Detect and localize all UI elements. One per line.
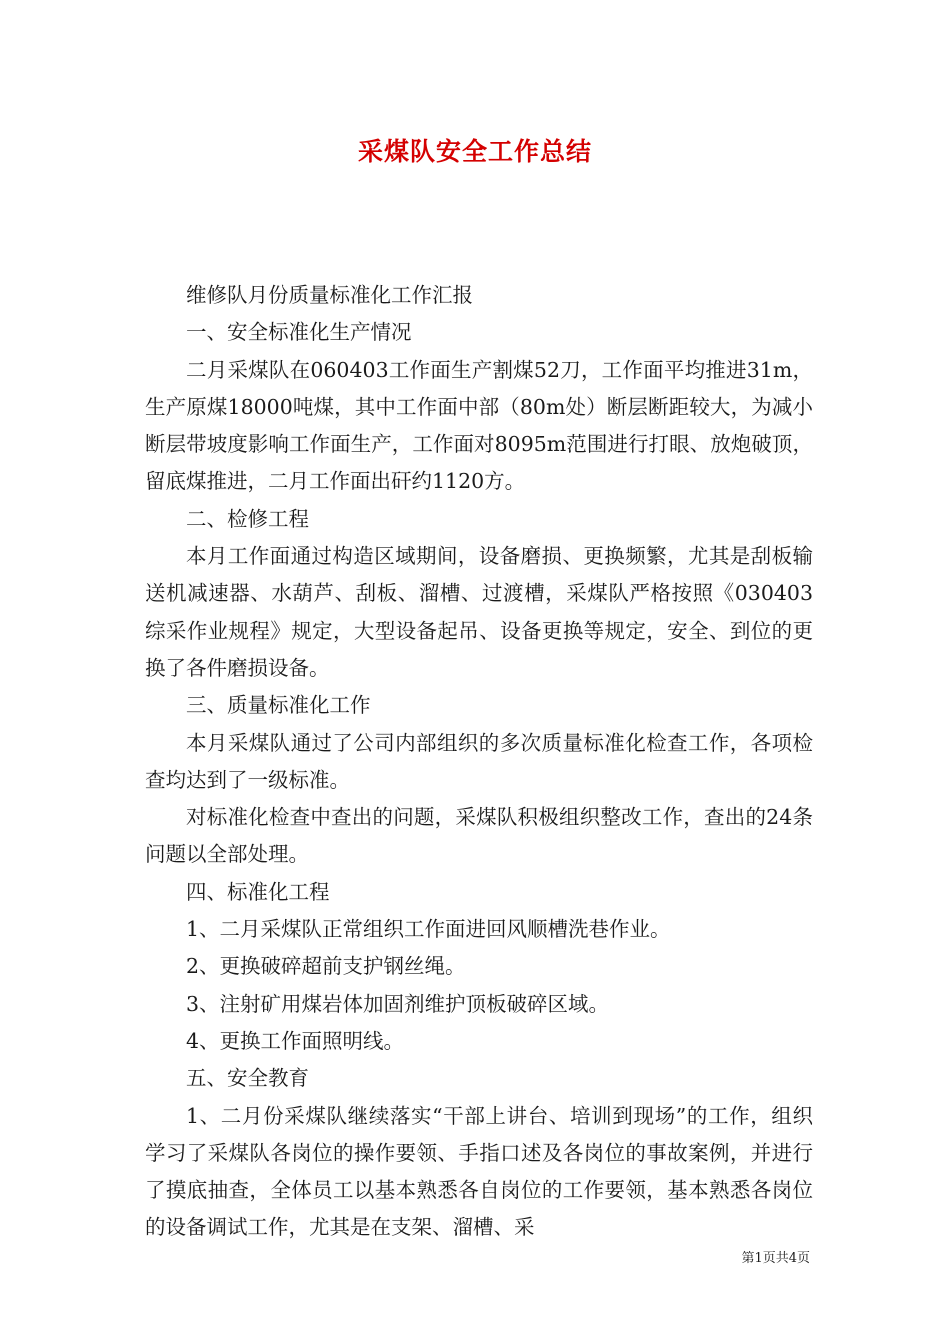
section-heading: 五、安全教育 [186,1066,309,1091]
paragraph: 维修队月份质量标准化工作汇报 [186,283,473,307]
document-title: 采煤队安全工作总结 [357,137,592,166]
paragraph: 对标准化检查中查出的问题，采煤队积极组织整改工作，查出的24条问题以全部处理。 [145,805,813,867]
page-number: 第1页共4页 [741,1251,810,1266]
list-item: 2、更换破碎超前支护钢丝绳。 [186,954,466,979]
paragraph: 1、二月份采煤队继续落实“干部上讲台、培训到现场”的工作，组织学习了采煤队各岗位的操作要领、手指口述及各岗位的事故案例，并进行了摸底抽查，全体员工以基本熟悉各自岗位的工作要领，基本熟悉各岗位的设备调试工作，尤其是在支架、溜槽、采 [145,1103,813,1240]
list-item: 4、更换工作面照明线。 [186,1028,405,1053]
section-heading: 一、安全标准化生产情况 [186,320,412,345]
section-heading: 四、标准化工程 [186,879,330,904]
paragraph: 本月采煤队通过了公司内部组织的多次质量标准化检查工作，各项检查均达到了一级标准。 [145,730,813,792]
paragraph: 本月工作面通过构造区域期间，设备磨损、更换频繁，尤其是刮板输送机减速器、水葫芦、刮板、溜槽、过渡槽，采煤队严格按照《030403综采作业规程》规定，大型设备起吊、设备更换等规定，安全、到位的更换了各件磨损设备。 [145,544,813,680]
section-heading: 三、质量标准化工作 [186,693,371,718]
list-item: 3、注射矿用煤岩体加固剂维护顶板破碎区域。 [186,991,610,1016]
section-heading: 二、检修工程 [186,506,309,531]
document-body [145,277,813,1247]
list-item: 1、二月采煤队正常组织工作面进回风顺槽洗巷作业。 [186,917,671,942]
paragraph: 二月采煤队在060403工作面生产割煤52刀，工作面平均推进31m，生产原煤18000吨煤，其中工作面中部（80m处）断层断距较大，为减小断层带坡度影响工作面生产，工作面对8095m范围进行打眼、放炮破顶，留底煤推进，二月工作面出矸约1120方。 [145,357,813,494]
